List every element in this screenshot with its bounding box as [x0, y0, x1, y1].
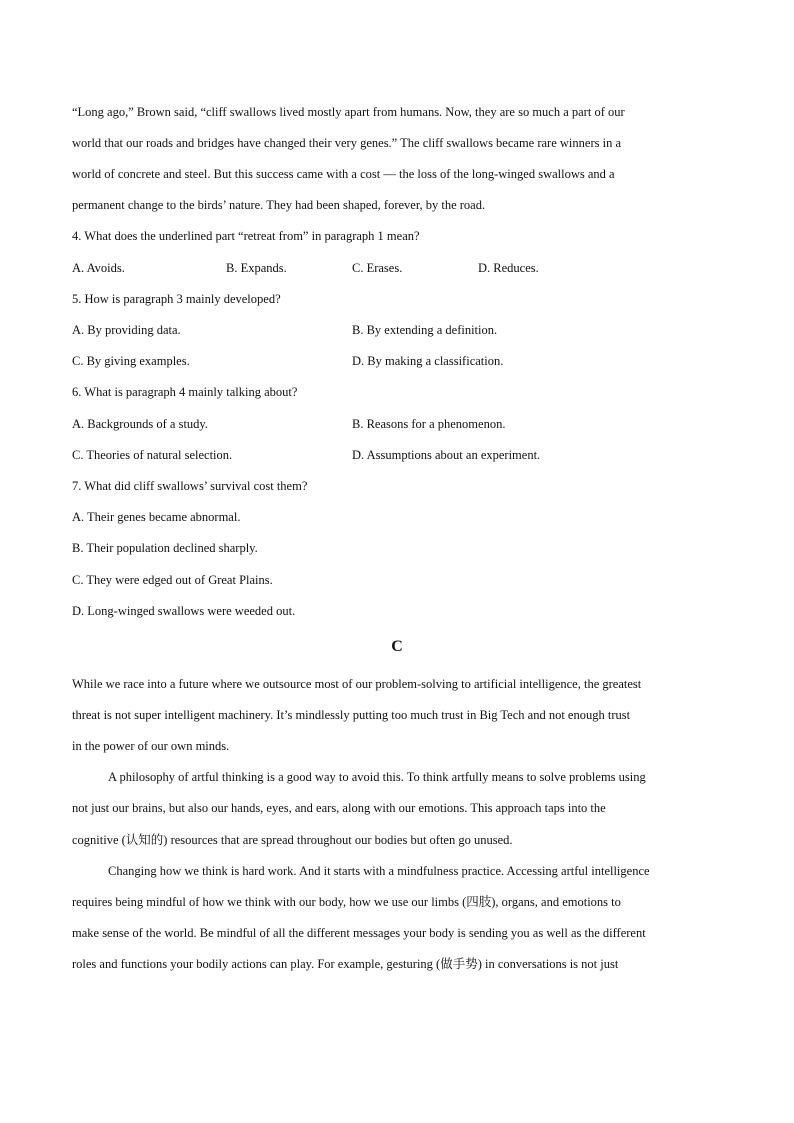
- question-7-option-c: C. They were edged out of Great Plains.: [72, 573, 273, 587]
- paragraph-line: A philosophy of artful thinking is a good way to avoid this. To think artfully means to solve problems using: [108, 770, 646, 784]
- question-6-stem: 6. What is paragraph 4 mainly talking about?: [72, 385, 298, 399]
- paragraph-line: requires being mindful of how we think with our body, how we use our limbs (四肢), organs, and emotions to: [72, 895, 621, 909]
- paragraph-line: threat is not super intelligent machinery. It’s mindlessly putting too much trust in Big Tech and not enough trust: [72, 708, 631, 722]
- passage-line: “Long ago,” Brown said, “cliff swallows lived mostly apart from humans. Now, they are so much a part of our: [72, 105, 625, 119]
- paragraph-line: in the power of our own minds.: [72, 739, 230, 753]
- question-7-option-d: D. Long-winged swallows were weeded out.: [72, 604, 296, 618]
- paragraph-line: make sense of the world. Be mindful of all the different messages your body is sending you as well as the different: [72, 926, 646, 940]
- question-6-option-c: C. Theories of natural selection.: [72, 448, 233, 462]
- passage-line: world that our roads and bridges have changed their very genes.” The cliff swallows became rare winners in a: [72, 136, 621, 150]
- question-7-option-a: A. Their genes became abnormal.: [72, 510, 241, 524]
- passage-line: world of concrete and steel. But this success came with a cost — the loss of the long-winged swallows and a: [72, 167, 615, 181]
- paragraph-line: roles and functions your bodily actions can play. For example, gesturing (做手势) in conversations is not just: [72, 957, 619, 971]
- question-5-stem: 5. How is paragraph 3 mainly developed?: [72, 292, 281, 306]
- paragraph-line: not just our brains, but also our hands, eyes, and ears, along with our emotions. This approach taps into the: [72, 801, 606, 815]
- question-6-option-b: B. Reasons for a phenomenon.: [352, 417, 506, 431]
- paragraph-line: cognitive (认知的) resources that are spread throughout our bodies but often go unused.: [72, 833, 513, 847]
- question-7-stem: 7. What did cliff swallows’ survival cost them?: [72, 479, 308, 493]
- question-5-option-a: A. By providing data.: [72, 323, 181, 337]
- paragraph-line: Changing how we think is hard work. And it starts with a mindfulness practice. Accessing artful intelligence: [108, 864, 650, 878]
- question-4-option-b: B. Expands.: [226, 261, 287, 275]
- question-6-option-a: A. Backgrounds of a study.: [72, 417, 208, 431]
- question-5-option-d: D. By making a classification.: [352, 354, 504, 368]
- question-6-option-d: D. Assumptions about an experiment.: [352, 448, 541, 462]
- question-4-option-d: D. Reduces.: [478, 261, 539, 275]
- passage-line: permanent change to the birds’ nature. They had been shaped, forever, by the road.: [72, 198, 486, 212]
- question-4-stem: 4. What does the underlined part “retreat from” in paragraph 1 mean?: [72, 229, 420, 243]
- question-4-option-a: A. Avoids.: [72, 261, 125, 275]
- question-4-option-c: C. Erases.: [352, 261, 403, 275]
- section-heading: C: [391, 638, 403, 655]
- paragraph-line: While we race into a future where we outsource most of our problem-solving to artificial intelligence, the greatest: [72, 677, 642, 691]
- question-7-option-b: B. Their population declined sharply.: [72, 541, 258, 555]
- question-5-option-b: B. By extending a definition.: [352, 323, 498, 337]
- question-5-option-c: C. By giving examples.: [72, 354, 190, 368]
